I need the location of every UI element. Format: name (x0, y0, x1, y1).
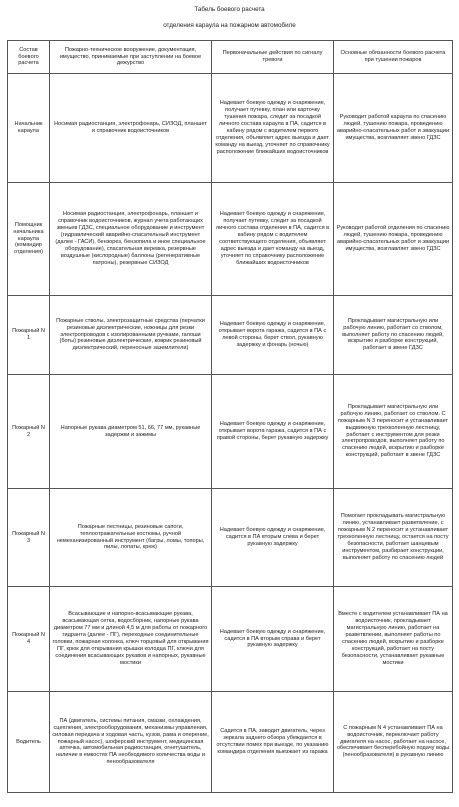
table-row (8, 375, 453, 489)
table-row (8, 296, 453, 375)
cell-role: Пожарный N 1 (8, 296, 50, 375)
cell-initial-actions: Надевает боевую одежду и снаряжение, получает путевку, следит за посадкой личного состава отделения в ПА, садится в кабину рядом с водителем соответствующего отделения, объявляет адрес выезда и дает команду на выезд, уточняет по справочнику расположение ближайших водоисточников (212, 183, 334, 296)
table-row (8, 587, 453, 692)
cell-initial-actions: Надевает боевую одежду и снаряжение, садится в ПА вторым справа и берет рукавную задержку (212, 587, 334, 692)
header-duties: Основные обязанности боевого расчета при тушении пожаров (334, 41, 453, 74)
cell-duties: Вместе с водителем устанавливает ПА на водоисточник, прокладывает магистральную линию, работает на разветвлении, выполняет работы по спасению людей, вскрытию и разборке конструкций, работает на посту безопасности, устанавливает рукавные мостики (334, 587, 453, 692)
duty-roster-table (7, 40, 453, 793)
cell-duties: Прокладывает магистральную или рабочую линию, работает со стволом, выполняет работу по спасению людей, вскрытию и разборке конструкций, работает в звене ГДЗС (334, 296, 453, 375)
table-row (8, 74, 453, 183)
cell-duties: Руководит работой караула по спасению людей, тушению пожара, проведению аварийно-спасательных работ и эвакуации имущества, возглавляет звено ГДЗС (334, 74, 453, 183)
cell-equipment: Пожарные стволы, электрозащитные средства (перчатки резиновые диэлектрические, ножницы для резки электропроводов с изолированными ручками, галоши (боты) резиновые диэлектрические, коврик резиновый диэлектрический, переносные заземлители) (50, 296, 212, 375)
table-row (8, 692, 453, 793)
table-row (8, 183, 453, 296)
cell-equipment: Пожарные лестницы, резиновые сапоги, теплоотражательные костюмы, ручной немеханизированный инструмент (багры, ломы, топоры, пилы, лопаты, крюк) (50, 489, 212, 587)
cell-duties: Руководит работой отделения по спасению людей, тушению пожара, проведению аварийно-спасательных работ и эвакуации имущества, возглавляет звено ГДЗС (334, 183, 453, 296)
cell-role: Начальник караула (8, 74, 50, 183)
table-header-row (8, 41, 453, 74)
cell-initial-actions: Надевает боевую одежду и снаряжение, открывает ворота гаража, садится в ПА с левой стороны, берет ствол, рукавную задержку и фонарь (ночью) (212, 296, 334, 375)
cell-role: Помощник начальника караула (командир отделения) (8, 183, 50, 296)
header-initial-actions: Первоначальные действия по сигналу тревоги (212, 41, 334, 74)
cell-role: Пожарный N 3 (8, 489, 50, 587)
cell-role: Водитель (8, 692, 50, 793)
cell-initial-actions: Надевает боевую одежду и снаряжение, получает путевку, план или карточку тушения пожара, следит за посадкой личного состава караула в ПА, садится в кабину рядом с водителем первого отделения, объявляет адрес выезда и дает команду на выезд, уточняет по справочнику расположение ближайших водоисточников (212, 74, 334, 183)
header-crew: Состав боевого расчета (8, 41, 50, 74)
cell-duties: Прокладывает магистральную или рабочую линию, работает со стволом. С пожарным N 3 переносит и устанавливает выдвижную трехколенную лестницу, работает с инструментом для резки электропроводов, выполняет работу по спасению людей, вскрытию и разборке конструкций, работает в звене ГДЗС (334, 375, 453, 489)
cell-duties: С пожарным N 4 устанавливает ПА на водоисточник, переключает работу двигателя на насос, работает на насосе, обеспечивает бесперебойную подачу воды (пенообразователя) в рукавную линию (334, 692, 453, 793)
cell-equipment: Напорные рукава диаметром 51, 66, 77 мм, рукавные задержки и зажимы (50, 375, 212, 489)
header-equipment: Пожарно-техническое вооружение, документация, имущество, принимаемые при заступлении на боевое дежурство (50, 41, 212, 74)
document-title: Табель боевого расчета (194, 6, 265, 13)
cell-equipment: ПА (двигатель, системы питания, смазки, охлаждения, сцепления, электрооборудования, механизмы управления, силовая передача и ходовая часть, кузов, рама и оперение, пожарный насос), шоферский инструмент, медицинская аптечка, автомобильная радиостанция, огнетушитель, наличие в емкостях ПА необходимого количества воды и пенообразователя (50, 692, 212, 793)
cell-role: Пожарный N 4 (8, 587, 50, 692)
cell-initial-actions: Садится в ПА, заводит двигатель, через зеркала заднего обзора убеждается в отсутствии помех при выезде, по указанию командира отделения выезжает из гаража (212, 692, 334, 793)
cell-duties: Помогает прокладывать магистральную линию, устанавливает разветвление, с пожарным N 2 переносит и устанавливает трехколенную лестницу, остается на посту безопасности, работает шанцевым инструментом, разбирает конструкции, выполняет работу по спасению людей (334, 489, 453, 587)
cell-equipment: Носимая радиостанция, электрофонарь, планшет и справочник водоисточников, журнал учета работающих звеньев ГДЗС, специальное оборудование и инструмент (гидравлический аварийно-спасательный инструмент (далее - ГАСИ), бензорез, бензопила и иное специальное оборудование), спасательная веревка, резервные воздушные (кислородные) баллоны (регенеративные патроны), резервные СИЗОД (50, 183, 212, 296)
document-subtitle: отделения караула на пожарном автомобиле (163, 22, 296, 29)
cell-role: Пожарный N 2 (8, 375, 50, 489)
cell-initial-actions: Надевает боевую одежду и снаряжение, открывает ворота гаража, садится в ПА с правой стороны, берет рукавную задержку (212, 375, 334, 489)
cell-equipment: Носимая радиостанция, электрофонарь, СИЗОД, планшет и справочник водоисточников (50, 74, 212, 183)
cell-initial-actions: Надевает боевую одежду и снаряжение, садится в ПА вторым слева и берет рукавную задержку (212, 489, 334, 587)
table-row (8, 489, 453, 587)
cell-equipment: Всасывающие и напорно-всасывающие рукава, всасывающая сетка, водосборник, напорные рукава диаметром 77 мм и длиной 4,5 м для работы от пожарного гидранта (далее - ПГ), переходные соединительные головки, пожарная колонка, ключ торцовый для открывания ПГ, крюк для открывания крышки колодца ПГ, ключи для соединения всасывающих рукавов и напорных, рукавные мостики (50, 587, 212, 692)
